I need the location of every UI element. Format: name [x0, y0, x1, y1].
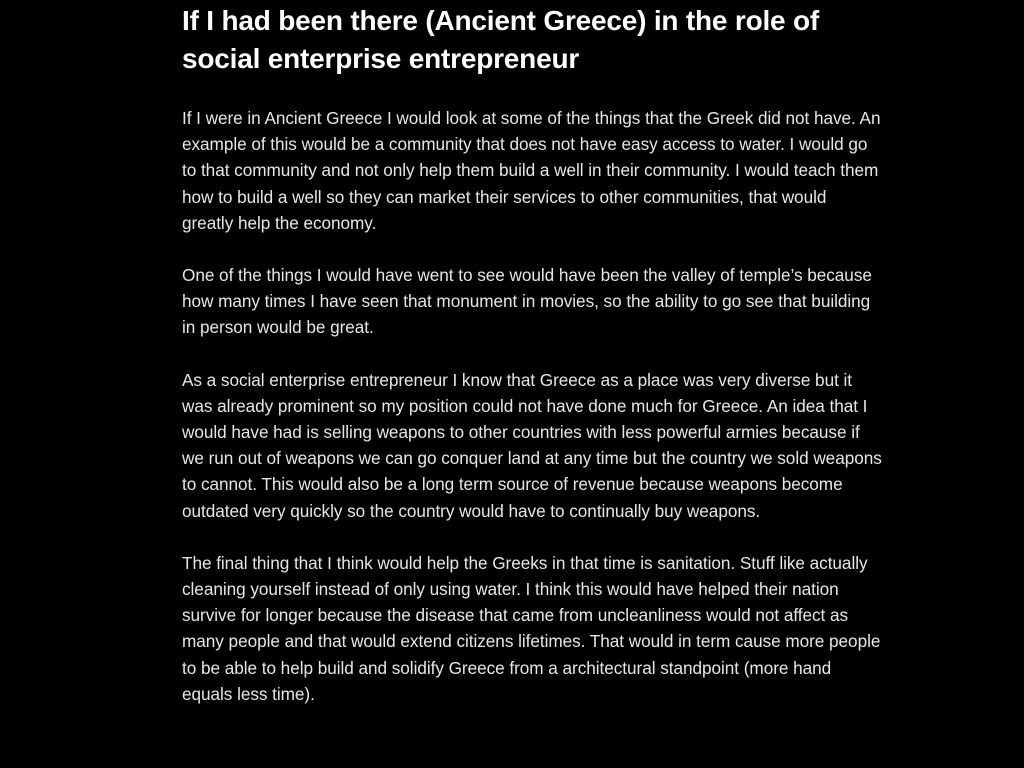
article-body	[182, 105, 882, 707]
paragraph-water-well: If I were in Ancient Greece I would look at some of the things that the Greek did not have. An example of this would be a community that does not have easy access to water. I would go to that community and not only help them build a well in their community. I would teach them how to build a well so they can market their services to other communities, that would greatly help the economy.	[182, 108, 881, 233]
paragraph-valley-of-temples: One of the things I would have went to see would have been the valley of temple’s because how many times I have seen that monument in movies, so the ability to go see that building in person would be great.	[182, 265, 872, 338]
paragraph-sanitation: The final thing that I think would help the Greeks in that time is sanitation. Stuff like actually cleaning yourself instead of only using water. I think this would have helped their nation survive for longer because the disease that came from uncleanliness would not affect as many people and that would extend citizens lifetimes. That would in term cause more people to be able to help build and solidify Greece from a architectural standpoint (more hand equals less time).	[182, 552, 881, 704]
article-title: If I had been there (Ancient Greece) in the role of social enterprise entrepreneur	[182, 5, 820, 74]
paragraph-weapons-trade: As a social enterprise entrepreneur I know that Greece as a place was very diverse but it was already prominent so my position could not have done much for Greece. An idea that I would have had is selling weapons to other countries with less powerful armies because if we run out of weapons we can go conquer land at any time but the country we sold weapons to cannot. This would also be a long term source of revenue because weapons become outdated very quickly so the country would have to continually buy weapons.	[182, 369, 882, 521]
article	[182, 2, 882, 707]
